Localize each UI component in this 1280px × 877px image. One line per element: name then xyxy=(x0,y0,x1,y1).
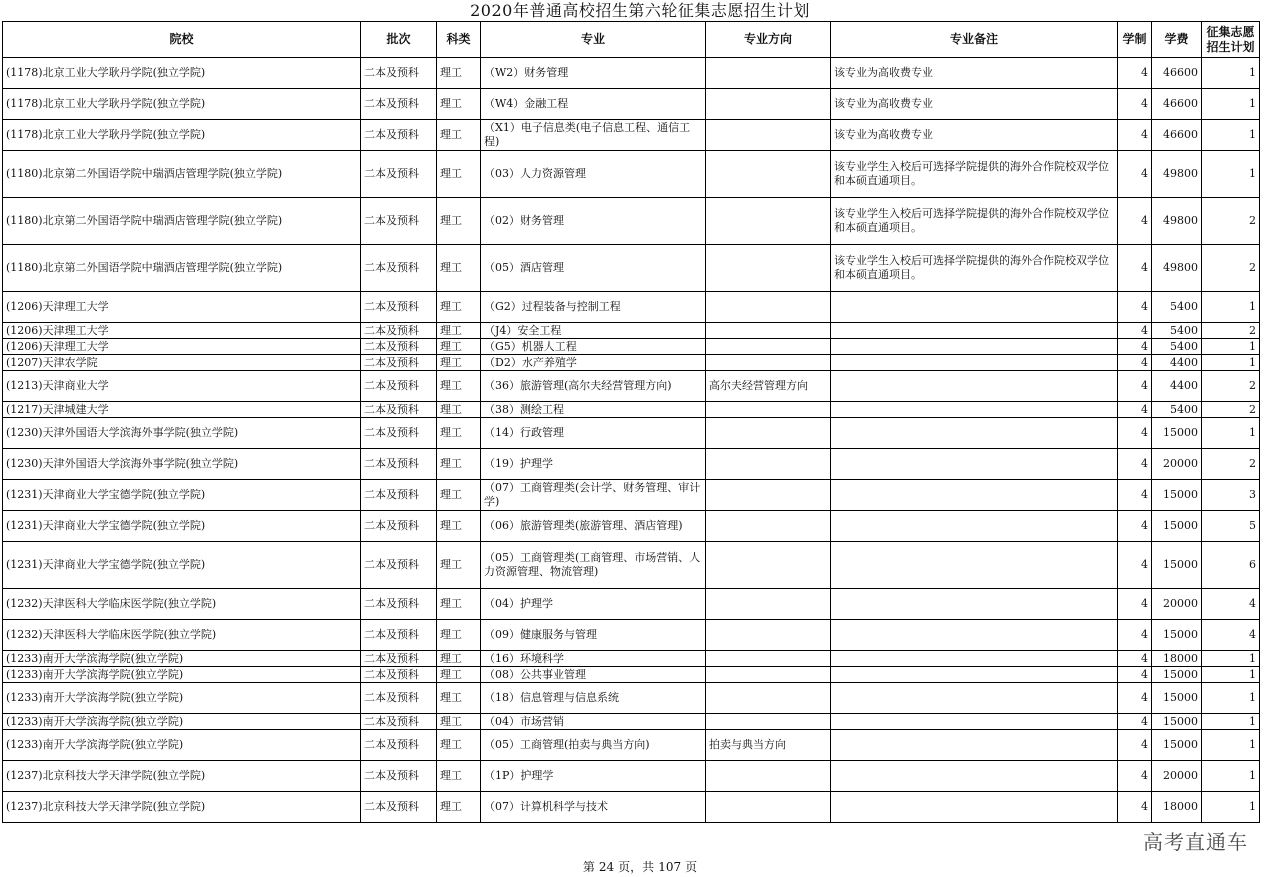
table-row xyxy=(3,449,1260,480)
cell-batch: 二本及预科 xyxy=(361,449,437,480)
cell-direction xyxy=(706,292,831,323)
cell-years: 4 xyxy=(1118,511,1152,542)
cell-batch: 二本及预科 xyxy=(361,151,437,198)
cell-note xyxy=(831,480,1118,511)
cell-fee: 5400 xyxy=(1152,323,1202,339)
cell-plan: 1 xyxy=(1202,58,1260,89)
cell-fee: 5400 xyxy=(1152,292,1202,323)
cell-batch: 二本及预科 xyxy=(361,620,437,651)
cell-plan: 1 xyxy=(1202,151,1260,198)
cell-fee: 49800 xyxy=(1152,151,1202,198)
cell-batch: 二本及预科 xyxy=(361,198,437,245)
cell-major: （09）健康服务与管理 xyxy=(481,620,706,651)
cell-direction xyxy=(706,589,831,620)
cell-major: （1P）护理学 xyxy=(481,761,706,792)
cell-major: （05）酒店管理 xyxy=(481,245,706,292)
cell-years: 4 xyxy=(1118,58,1152,89)
cell-direction xyxy=(706,683,831,714)
cell-plan: 1 xyxy=(1202,120,1260,151)
header-fee: 学费 xyxy=(1152,22,1202,58)
cell-note: 该专业为高收费专业 xyxy=(831,89,1118,120)
enrollment-plan-table xyxy=(2,21,1260,823)
cell-fee: 49800 xyxy=(1152,245,1202,292)
cell-school: (1232)天津医科大学临床医学院(独立学院) xyxy=(3,589,361,620)
cell-note xyxy=(831,589,1118,620)
cell-fee: 15000 xyxy=(1152,418,1202,449)
cell-subject: 理工 xyxy=(437,292,481,323)
cell-years: 4 xyxy=(1118,761,1152,792)
cell-school: (1230)天津外国语大学滨海外事学院(独立学院) xyxy=(3,418,361,449)
cell-school: (1178)北京工业大学耿丹学院(独立学院) xyxy=(3,58,361,89)
cell-subject: 理工 xyxy=(437,449,481,480)
cell-fee: 15000 xyxy=(1152,511,1202,542)
cell-direction xyxy=(706,198,831,245)
header-direction: 专业方向 xyxy=(706,22,831,58)
cell-plan: 4 xyxy=(1202,620,1260,651)
cell-major: （04）市场营销 xyxy=(481,714,706,730)
cell-direction xyxy=(706,542,831,589)
table-row xyxy=(3,667,1260,683)
cell-fee: 4400 xyxy=(1152,371,1202,402)
table-row xyxy=(3,589,1260,620)
cell-years: 4 xyxy=(1118,651,1152,667)
cell-subject: 理工 xyxy=(437,355,481,371)
cell-direction xyxy=(706,151,831,198)
page-mid: 页，共 xyxy=(618,860,655,874)
cell-major: （19）护理学 xyxy=(481,449,706,480)
cell-batch: 二本及预科 xyxy=(361,245,437,292)
cell-fee: 4400 xyxy=(1152,355,1202,371)
cell-subject: 理工 xyxy=(437,198,481,245)
cell-years: 4 xyxy=(1118,714,1152,730)
cell-direction xyxy=(706,480,831,511)
cell-subject: 理工 xyxy=(437,542,481,589)
cell-direction xyxy=(706,245,831,292)
cell-years: 4 xyxy=(1118,683,1152,714)
cell-note: 该专业学生入校后可选择学院提供的海外合作院校双学位和本硕直通项目。 xyxy=(831,245,1118,292)
cell-fee: 46600 xyxy=(1152,58,1202,89)
cell-major: （06）旅游管理类(旅游管理、酒店管理) xyxy=(481,511,706,542)
cell-plan: 1 xyxy=(1202,683,1260,714)
cell-major: （G5）机器人工程 xyxy=(481,339,706,355)
table-row xyxy=(3,120,1260,151)
cell-school: (1233)南开大学滨海学院(独立学院) xyxy=(3,667,361,683)
cell-plan: 1 xyxy=(1202,355,1260,371)
cell-school: (1231)天津商业大学宝德学院(独立学院) xyxy=(3,542,361,589)
header-major: 专业 xyxy=(481,22,706,58)
cell-subject: 理工 xyxy=(437,792,481,823)
cell-batch: 二本及预科 xyxy=(361,589,437,620)
cell-batch: 二本及预科 xyxy=(361,89,437,120)
cell-years: 4 xyxy=(1118,323,1152,339)
cell-note xyxy=(831,339,1118,355)
cell-school: (1206)天津理工大学 xyxy=(3,323,361,339)
cell-plan: 1 xyxy=(1202,714,1260,730)
cell-direction xyxy=(706,418,831,449)
cell-direction xyxy=(706,651,831,667)
cell-subject: 理工 xyxy=(437,683,481,714)
header-batch: 批次 xyxy=(361,22,437,58)
cell-note xyxy=(831,667,1118,683)
cell-years: 4 xyxy=(1118,730,1152,761)
cell-direction xyxy=(706,792,831,823)
cell-plan: 2 xyxy=(1202,245,1260,292)
cell-subject: 理工 xyxy=(437,245,481,292)
table-row xyxy=(3,339,1260,355)
cell-subject: 理工 xyxy=(437,714,481,730)
cell-direction xyxy=(706,323,831,339)
header-note: 专业备注 xyxy=(831,22,1118,58)
cell-batch: 二本及预科 xyxy=(361,339,437,355)
table-row xyxy=(3,371,1260,402)
cell-direction xyxy=(706,620,831,651)
cell-major: （16）环境科学 xyxy=(481,651,706,667)
cell-subject: 理工 xyxy=(437,89,481,120)
cell-years: 4 xyxy=(1118,198,1152,245)
table-row xyxy=(3,542,1260,589)
cell-direction xyxy=(706,449,831,480)
cell-direction xyxy=(706,761,831,792)
cell-batch: 二本及预科 xyxy=(361,714,437,730)
cell-plan: 2 xyxy=(1202,371,1260,402)
cell-school: (1232)天津医科大学临床医学院(独立学院) xyxy=(3,620,361,651)
cell-school: (1233)南开大学滨海学院(独立学院) xyxy=(3,683,361,714)
cell-major: （07）工商管理类(会计学、财务管理、审计学) xyxy=(481,480,706,511)
cell-major: （08）公共事业管理 xyxy=(481,667,706,683)
page-footer xyxy=(0,859,1280,875)
cell-batch: 二本及预科 xyxy=(361,58,437,89)
cell-subject: 理工 xyxy=(437,151,481,198)
cell-direction xyxy=(706,402,831,418)
cell-direction xyxy=(706,511,831,542)
cell-subject: 理工 xyxy=(437,589,481,620)
table-row xyxy=(3,292,1260,323)
cell-subject: 理工 xyxy=(437,730,481,761)
table-row xyxy=(3,511,1260,542)
cell-fee: 49800 xyxy=(1152,198,1202,245)
cell-school: (1230)天津外国语大学滨海外事学院(独立学院) xyxy=(3,449,361,480)
cell-batch: 二本及预科 xyxy=(361,402,437,418)
cell-plan: 1 xyxy=(1202,339,1260,355)
cell-direction: 拍卖与典当方向 xyxy=(706,730,831,761)
header-plan: 征集志愿招生计划 xyxy=(1202,22,1260,58)
cell-note: 该专业为高收费专业 xyxy=(831,120,1118,151)
cell-major: （02）财务管理 xyxy=(481,198,706,245)
cell-note xyxy=(831,323,1118,339)
cell-fee: 5400 xyxy=(1152,402,1202,418)
page-total: 107 xyxy=(658,860,682,874)
cell-fee: 20000 xyxy=(1152,449,1202,480)
cell-plan: 3 xyxy=(1202,480,1260,511)
cell-major: （G2）过程装备与控制工程 xyxy=(481,292,706,323)
cell-subject: 理工 xyxy=(437,480,481,511)
table-row xyxy=(3,58,1260,89)
cell-major: （05）工商管理(拍卖与典当方向) xyxy=(481,730,706,761)
cell-note xyxy=(831,371,1118,402)
cell-plan: 1 xyxy=(1202,89,1260,120)
cell-plan: 1 xyxy=(1202,651,1260,667)
cell-subject: 理工 xyxy=(437,402,481,418)
watermark-text: 高考直通车 xyxy=(1143,830,1248,854)
cell-years: 4 xyxy=(1118,371,1152,402)
cell-batch: 二本及预科 xyxy=(361,371,437,402)
cell-fee: 15000 xyxy=(1152,542,1202,589)
cell-years: 4 xyxy=(1118,542,1152,589)
cell-fee: 18000 xyxy=(1152,792,1202,823)
header-years: 学制 xyxy=(1118,22,1152,58)
cell-years: 4 xyxy=(1118,245,1152,292)
cell-note xyxy=(831,402,1118,418)
cell-batch: 二本及预科 xyxy=(361,480,437,511)
cell-fee: 15000 xyxy=(1152,667,1202,683)
cell-fee: 46600 xyxy=(1152,120,1202,151)
cell-subject: 理工 xyxy=(437,651,481,667)
cell-batch: 二本及预科 xyxy=(361,120,437,151)
cell-note xyxy=(831,730,1118,761)
table-row xyxy=(3,323,1260,339)
cell-subject: 理工 xyxy=(437,58,481,89)
cell-fee: 20000 xyxy=(1152,589,1202,620)
cell-school: (1237)北京科技大学天津学院(独立学院) xyxy=(3,761,361,792)
cell-subject: 理工 xyxy=(437,323,481,339)
document-title: 2020年普通高校招生第六轮征集志愿招生计划 xyxy=(470,1,810,20)
cell-years: 4 xyxy=(1118,355,1152,371)
cell-school: (1180)北京第二外国语学院中瑞酒店管理学院(独立学院) xyxy=(3,151,361,198)
table-row xyxy=(3,761,1260,792)
cell-school: (1233)南开大学滨海学院(独立学院) xyxy=(3,651,361,667)
cell-school: (1178)北京工业大学耿丹学院(独立学院) xyxy=(3,120,361,151)
cell-school: (1206)天津理工大学 xyxy=(3,292,361,323)
cell-school: (1237)北京科技大学天津学院(独立学院) xyxy=(3,792,361,823)
cell-note xyxy=(831,714,1118,730)
cell-plan: 1 xyxy=(1202,418,1260,449)
cell-note xyxy=(831,449,1118,480)
cell-school: (1180)北京第二外国语学院中瑞酒店管理学院(独立学院) xyxy=(3,198,361,245)
cell-school: (1206)天津理工大学 xyxy=(3,339,361,355)
table-row xyxy=(3,683,1260,714)
cell-major: （05）工商管理类(工商管理、市场营销、人力资源管理、物流管理) xyxy=(481,542,706,589)
cell-subject: 理工 xyxy=(437,120,481,151)
cell-direction xyxy=(706,339,831,355)
cell-major: （07）计算机科学与技术 xyxy=(481,792,706,823)
cell-major: （W4）金融工程 xyxy=(481,89,706,120)
cell-plan: 4 xyxy=(1202,589,1260,620)
cell-plan: 2 xyxy=(1202,198,1260,245)
cell-note: 该专业学生入校后可选择学院提供的海外合作院校双学位和本硕直通项目。 xyxy=(831,151,1118,198)
cell-years: 4 xyxy=(1118,792,1152,823)
table-row xyxy=(3,792,1260,823)
table-row xyxy=(3,198,1260,245)
cell-years: 4 xyxy=(1118,480,1152,511)
cell-fee: 15000 xyxy=(1152,620,1202,651)
cell-batch: 二本及预科 xyxy=(361,667,437,683)
cell-school: (1217)天津城建大学 xyxy=(3,402,361,418)
cell-direction xyxy=(706,58,831,89)
cell-fee: 5400 xyxy=(1152,339,1202,355)
cell-batch: 二本及预科 xyxy=(361,323,437,339)
cell-direction: 高尔夫经营管理方向 xyxy=(706,371,831,402)
cell-direction xyxy=(706,714,831,730)
cell-batch: 二本及预科 xyxy=(361,355,437,371)
cell-note xyxy=(831,292,1118,323)
cell-years: 4 xyxy=(1118,292,1152,323)
table-row xyxy=(3,620,1260,651)
cell-plan: 6 xyxy=(1202,542,1260,589)
cell-school: (1178)北京工业大学耿丹学院(独立学院) xyxy=(3,89,361,120)
cell-plan: 2 xyxy=(1202,449,1260,480)
cell-batch: 二本及预科 xyxy=(361,761,437,792)
cell-major: （D2）水产养殖学 xyxy=(481,355,706,371)
cell-major: （04）护理学 xyxy=(481,589,706,620)
table-row xyxy=(3,89,1260,120)
cell-plan: 2 xyxy=(1202,323,1260,339)
cell-batch: 二本及预科 xyxy=(361,730,437,761)
cell-major: （J4）安全工程 xyxy=(481,323,706,339)
cell-subject: 理工 xyxy=(437,371,481,402)
cell-years: 4 xyxy=(1118,402,1152,418)
cell-plan: 1 xyxy=(1202,667,1260,683)
cell-fee: 15000 xyxy=(1152,714,1202,730)
cell-fee: 15000 xyxy=(1152,730,1202,761)
cell-batch: 二本及预科 xyxy=(361,792,437,823)
cell-major: （38）测绘工程 xyxy=(481,402,706,418)
page-current: 24 xyxy=(598,860,615,874)
cell-note xyxy=(831,355,1118,371)
cell-plan: 1 xyxy=(1202,761,1260,792)
cell-years: 4 xyxy=(1118,449,1152,480)
cell-note: 该专业为高收费专业 xyxy=(831,58,1118,89)
table-row xyxy=(3,730,1260,761)
cell-direction xyxy=(706,667,831,683)
cell-major: （18）信息管理与信息系统 xyxy=(481,683,706,714)
cell-years: 4 xyxy=(1118,120,1152,151)
cell-batch: 二本及预科 xyxy=(361,651,437,667)
cell-note: 该专业学生入校后可选择学院提供的海外合作院校双学位和本硕直通项目。 xyxy=(831,198,1118,245)
cell-fee: 46600 xyxy=(1152,89,1202,120)
cell-note xyxy=(831,418,1118,449)
cell-years: 4 xyxy=(1118,620,1152,651)
cell-note xyxy=(831,620,1118,651)
cell-major: （X1）电子信息类(电子信息工程、通信工程) xyxy=(481,120,706,151)
cell-batch: 二本及预科 xyxy=(361,511,437,542)
table-row xyxy=(3,355,1260,371)
cell-note xyxy=(831,651,1118,667)
cell-batch: 二本及预科 xyxy=(361,418,437,449)
cell-fee: 15000 xyxy=(1152,480,1202,511)
cell-years: 4 xyxy=(1118,418,1152,449)
cell-years: 4 xyxy=(1118,89,1152,120)
cell-years: 4 xyxy=(1118,667,1152,683)
page-prefix: 第 xyxy=(582,860,595,874)
table-row xyxy=(3,714,1260,730)
header-subject: 科类 xyxy=(437,22,481,58)
cell-direction xyxy=(706,120,831,151)
cell-batch: 二本及预科 xyxy=(361,292,437,323)
header-school: 院校 xyxy=(3,22,361,58)
cell-plan: 1 xyxy=(1202,730,1260,761)
cell-note xyxy=(831,792,1118,823)
cell-subject: 理工 xyxy=(437,667,481,683)
table-row xyxy=(3,480,1260,511)
cell-subject: 理工 xyxy=(437,620,481,651)
cell-batch: 二本及预科 xyxy=(361,542,437,589)
cell-school: (1231)天津商业大学宝德学院(独立学院) xyxy=(3,511,361,542)
table-header-row xyxy=(3,22,1260,58)
cell-direction xyxy=(706,89,831,120)
page-suffix: 页 xyxy=(685,860,698,874)
cell-school: (1180)北京第二外国语学院中瑞酒店管理学院(独立学院) xyxy=(3,245,361,292)
cell-school: (1213)天津商业大学 xyxy=(3,371,361,402)
cell-school: (1207)天津农学院 xyxy=(3,355,361,371)
cell-note xyxy=(831,511,1118,542)
cell-years: 4 xyxy=(1118,339,1152,355)
cell-subject: 理工 xyxy=(437,511,481,542)
cell-years: 4 xyxy=(1118,589,1152,620)
table-row xyxy=(3,651,1260,667)
cell-subject: 理工 xyxy=(437,418,481,449)
cell-school: (1233)南开大学滨海学院(独立学院) xyxy=(3,714,361,730)
cell-major: （W2）财务管理 xyxy=(481,58,706,89)
cell-school: (1233)南开大学滨海学院(独立学院) xyxy=(3,730,361,761)
table-row xyxy=(3,418,1260,449)
cell-plan: 1 xyxy=(1202,792,1260,823)
table-body xyxy=(3,58,1260,823)
cell-batch: 二本及预科 xyxy=(361,683,437,714)
table-row xyxy=(3,402,1260,418)
cell-direction xyxy=(706,355,831,371)
cell-years: 4 xyxy=(1118,151,1152,198)
cell-school: (1231)天津商业大学宝德学院(独立学院) xyxy=(3,480,361,511)
cell-subject: 理工 xyxy=(437,339,481,355)
cell-fee: 18000 xyxy=(1152,651,1202,667)
cell-plan: 5 xyxy=(1202,511,1260,542)
cell-plan: 1 xyxy=(1202,292,1260,323)
cell-note xyxy=(831,761,1118,792)
cell-fee: 20000 xyxy=(1152,761,1202,792)
cell-plan: 2 xyxy=(1202,402,1260,418)
cell-major: （03）人力资源管理 xyxy=(481,151,706,198)
cell-fee: 15000 xyxy=(1152,683,1202,714)
cell-subject: 理工 xyxy=(437,761,481,792)
table-row xyxy=(3,151,1260,198)
table-row xyxy=(3,245,1260,292)
cell-major: （36）旅游管理(高尔夫经营管理方向) xyxy=(481,371,706,402)
cell-note xyxy=(831,683,1118,714)
cell-major: （14）行政管理 xyxy=(481,418,706,449)
cell-note xyxy=(831,542,1118,589)
